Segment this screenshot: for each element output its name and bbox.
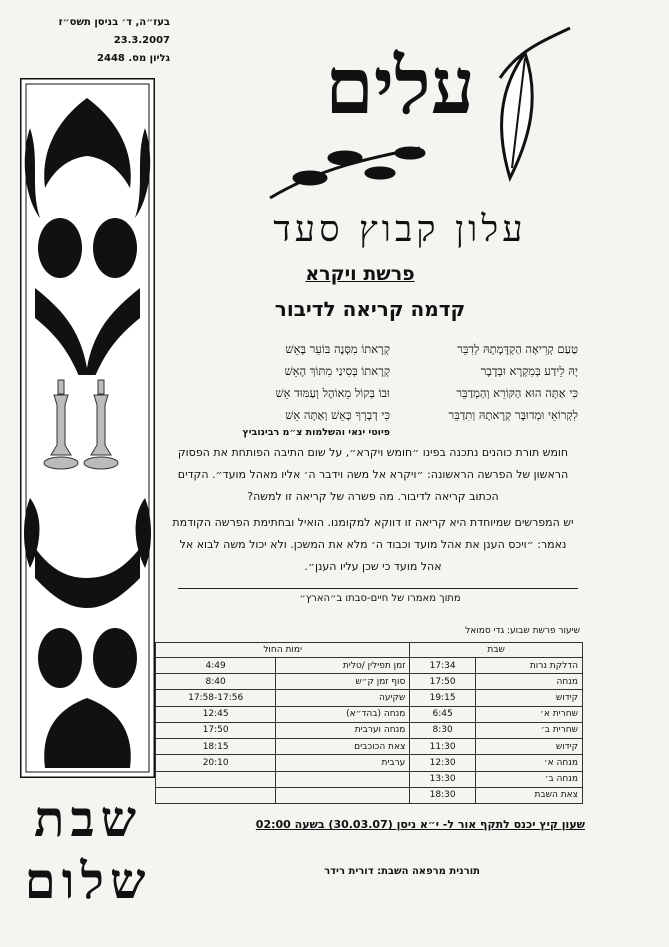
candlesticks-illustration <box>38 375 128 475</box>
weekday-event-name: סוף זמן ק״ש <box>276 674 410 690</box>
weekday-event-time: 12:45 <box>156 706 276 722</box>
shabbat-event-time: 11:30 <box>410 739 476 755</box>
weekday-event-name: שקיעה <box>276 690 410 706</box>
issue-number: גליון מס. 2448 <box>97 53 170 64</box>
poem-line: כִּי אַתָּה הוּא הַקּוֹרֵא וְהַמְדַבֵּר <box>456 386 578 400</box>
shabbat-event-time: 17:50 <box>410 674 476 690</box>
shabbat-event-time: 17:34 <box>410 658 476 674</box>
weekday-event-name: זמן תפילין /טלית <box>276 658 410 674</box>
poem-line: כִּי דְבָרְךָ כָּאֵשׁ וְאַתָּה אֵשׁ <box>285 408 390 422</box>
table-row <box>156 755 583 771</box>
shabbat-event-name: שחרית א׳ <box>475 706 582 722</box>
weekday-event-time: 4:49 <box>156 658 276 674</box>
shabbat-shalom-greeting <box>18 788 158 912</box>
table-row <box>156 690 583 706</box>
weekday-event-time <box>156 771 276 787</box>
clinic-duty-note: תורנית מרפאה השבת: דורית רידר <box>324 866 480 877</box>
prayer-schedule-table <box>155 642 583 804</box>
shabbat-word: שבת <box>34 789 142 848</box>
poem-line: קְרָאתוֹ מִסְּנֶה בּוֹעֵר בָּאֵשׁ <box>285 342 390 356</box>
shalom-word: שלום <box>24 851 152 910</box>
shabbat-event-name: קידוש <box>475 690 582 706</box>
parasha-heading: פרשת ויקרא <box>305 263 415 285</box>
poem-line: וּבוֹ בְּקוֹל מֵאוֹהֶל וְעַמּוּד אֵשׁ <box>275 386 390 400</box>
article-paragraph: יש המפרשים שמיוחדת היא קריאה זו דווקא למקומנו. הואיל ובחתימת הפרשה הקודמת נאמר: ״ויכס הענן את אהל מועד וכבוד ה׳ מלא את המשכן. ולא יכול משה לבוא אל אהל מועד כי שכן עליו הענן״. <box>172 516 574 573</box>
weekday-event-name <box>276 771 410 787</box>
shabbat-event-time: 18:30 <box>410 787 476 803</box>
weekday-event-name <box>276 787 410 803</box>
table-row <box>156 739 583 755</box>
daylight-saving-notice: שעון קיץ יכנס לתקף אור ל- י״א ניסן (30.03.07) בשעה 02:00 <box>255 818 585 831</box>
poem-line: יָהּ לֵידַע בְּמִקְרָא וּבְדָבָר <box>480 364 578 378</box>
poem-line: קְרָאתוֹ בְּסִינַי מִתּוֹךְ הָאֵשׁ <box>284 364 390 378</box>
shabbat-event-name: הדלקת נרות <box>475 658 582 674</box>
weekday-event-name: מנחה וערבית <box>276 722 410 738</box>
table-row <box>156 771 583 787</box>
table-row <box>156 658 583 674</box>
poem-line: טַעַם קְרִיאָה הַקְדָּמָתָהּ לְדִבֵּר <box>457 342 578 356</box>
shabbat-event-name: מנחה ב׳ <box>475 771 582 787</box>
weekday-event-time <box>156 787 276 803</box>
shabbat-event-name: קידוש <box>475 739 582 755</box>
weekday-event-time: 18:15 <box>156 739 276 755</box>
table-row <box>156 722 583 738</box>
newsletter-subtitle: עלון קבוץ סעד <box>273 209 527 250</box>
weekday-event-name: צאת הכוכבים <box>276 739 410 755</box>
weekly-lesson-note: שיעור פרשת שבוע: גדי סמואל <box>465 626 580 636</box>
shabbat-event-time: 13:30 <box>410 771 476 787</box>
shabbat-event-time: 12:30 <box>410 755 476 771</box>
article-paragraph: חומש תורת כוהנים נתכנה בפינו ״חומש ויקרא״, על שום התיבה הפותחת את הפסוק הראשון של הפרשה הראשונה: ״ויקרא אל משה וידבר ה׳ אליו מאהל מועד״. הקדים הכתוב קריאה לדיבור. מה פשרה של קריאה זו למשה? <box>177 446 569 503</box>
poem-left-column <box>195 338 390 426</box>
weekday-event-time: 8:40 <box>156 674 276 690</box>
issue-header <box>20 14 170 68</box>
article-body <box>168 442 578 578</box>
poem-credit: פיוטי ינאי והשלמות צ״מ רבינוביץ <box>242 427 390 438</box>
weekday-event-name: ערבית <box>276 755 410 771</box>
table-row <box>156 674 583 690</box>
weekday-event-time: 17:50 <box>156 722 276 738</box>
shabbat-event-name: מנחה א׳ <box>475 755 582 771</box>
weekday-event-time: 20:10 <box>156 755 276 771</box>
poem-right-column <box>400 338 578 426</box>
weekday-event-time: 17:58-17:56 <box>156 690 276 706</box>
shabbat-event-name: שחרית ב׳ <box>475 722 582 738</box>
divider <box>178 588 578 589</box>
weekday-event-name: מנחה (בהד״א) <box>276 706 410 722</box>
shabbat-event-time: 19:15 <box>410 690 476 706</box>
shabbat-event-time: 8:30 <box>410 722 476 738</box>
shabbat-event-name: צאת השבת <box>475 787 582 803</box>
article-title: קדמה קריאה לדיבור <box>274 297 466 321</box>
weekday-column-header: ימות החול <box>156 643 410 658</box>
table-header-row <box>156 643 583 658</box>
newsletter-logo <box>250 18 590 218</box>
article-source: מתוך מאמרו של חיים-סבתו ב״הארץ״ <box>299 593 461 604</box>
table-row <box>156 787 583 803</box>
logo-title: עלים <box>325 41 475 132</box>
hebrew-date: בעז״ה, ד׳ בניסן תשס״ז <box>58 17 170 28</box>
gregorian-date: 23.3.2007 <box>113 35 170 46</box>
poem-line: לִקְרוֹאֵי וּמְדוּבָּר קְרָאתָהּ וְתִדַבֵּר <box>448 408 578 422</box>
table-row <box>156 706 583 722</box>
shabbat-event-time: 6:45 <box>410 706 476 722</box>
shabbat-column-header: שבת <box>410 643 583 658</box>
shabbat-event-name: מנחה <box>475 674 582 690</box>
